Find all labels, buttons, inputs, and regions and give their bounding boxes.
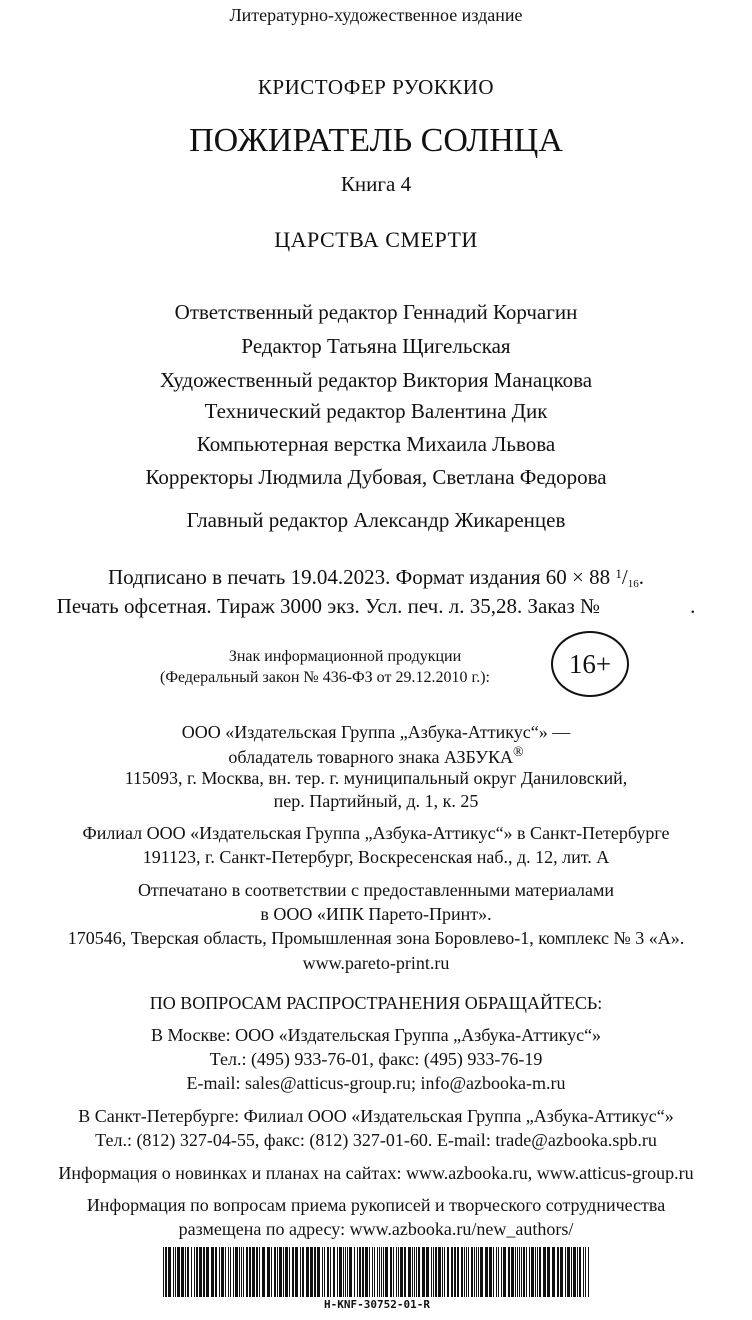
barcode-bar	[277, 1247, 278, 1297]
barcode-bar	[191, 1247, 192, 1297]
barcode-bar	[203, 1247, 205, 1297]
credit-line: Редактор Татьяна Щигельская	[241, 334, 511, 358]
barcode-bar	[337, 1247, 338, 1297]
chief-editor: Главный редактор Александр Жикаренцев	[186, 508, 566, 532]
distribution-line: Тел.: (812) 327-04-55, факс: (812) 327-01-60. E-mail: trade@azbooka.spb.ru	[95, 1130, 657, 1150]
barcode-bar	[354, 1247, 355, 1297]
barcode-bar	[442, 1247, 443, 1297]
barcode-bar	[471, 1247, 473, 1297]
barcode-bar	[345, 1247, 346, 1297]
barcode-bar	[418, 1247, 420, 1297]
barcode-bar	[300, 1247, 301, 1297]
barcode-bar	[289, 1247, 290, 1297]
printing-info-line1	[0, 565, 752, 590]
branch-line: Филиал ООО «Издательская Группа „Азбука-Аттикус“» в Санкт-Петербурге	[82, 823, 670, 843]
credit-line: Ответственный редактор Геннадий Корчагин	[174, 300, 578, 324]
barcode-bar	[322, 1247, 323, 1297]
barcode-bar	[295, 1247, 298, 1297]
barcode-bar	[579, 1247, 581, 1297]
barcode-bar	[577, 1247, 578, 1297]
credit-line: Художественный редактор Виктория Манацкова	[159, 368, 593, 392]
barcode-bar	[543, 1247, 546, 1297]
barcode-bar	[531, 1247, 534, 1297]
barcode-bar	[508, 1247, 510, 1297]
publisher-line: 115093, г. Москва, вн. тер. г. муниципальный округ Даниловский,	[124, 768, 628, 788]
barcode-bar	[412, 1247, 413, 1297]
barcode-bar	[480, 1247, 483, 1297]
edition-type: Литературно-художественное издание	[229, 5, 523, 25]
barcode-bar	[526, 1247, 527, 1297]
publisher-trademark-text: обладатель товарного знака АЗБУКА	[228, 747, 513, 767]
barcode-bar	[372, 1247, 373, 1297]
barcode-bar	[496, 1247, 497, 1297]
barcode-bar	[400, 1247, 403, 1297]
printer-line: 170546, Тверская область, Промышленная зона Боровлево-1, комплекс № 3 «А».	[67, 928, 685, 948]
barcode-bar	[314, 1247, 316, 1297]
barcode-bar	[283, 1247, 284, 1297]
barcode-bar	[324, 1247, 325, 1297]
barcode-bar	[517, 1247, 518, 1297]
barcode-bar	[241, 1247, 242, 1297]
barcode-bar	[435, 1247, 437, 1297]
barcode-bar	[168, 1247, 171, 1297]
barcode-bar	[233, 1247, 234, 1297]
credit-line: Технический редактор Валентина Дик	[204, 399, 548, 423]
barcode-bar	[414, 1247, 415, 1297]
barcode-bar	[523, 1247, 525, 1297]
barcode-bar	[396, 1247, 397, 1297]
publisher-line	[0, 745, 752, 768]
publisher-line: ООО «Издательская Группа „Азбука-Аттикус“» —	[181, 722, 571, 742]
book-title: ЦАРСТВА СМЕРТИ	[274, 227, 478, 252]
barcode-bar	[381, 1247, 382, 1297]
barcode-bar	[537, 1247, 538, 1297]
barcode-bar	[215, 1247, 217, 1297]
author-name: КРИСТОФЕР РУОККИО	[257, 75, 495, 99]
barcode-bar	[426, 1247, 429, 1297]
barcode-bar	[485, 1247, 488, 1297]
barcode-bar	[235, 1247, 238, 1297]
barcode-bar	[262, 1247, 265, 1297]
distribution-line: Тел.: (495) 933-76-01, факс: (495) 933-76-19	[209, 1049, 543, 1069]
barcode-bar	[228, 1247, 229, 1297]
barcode-bar	[511, 1247, 514, 1297]
barcode-bar	[466, 1247, 467, 1297]
info-sites: Информация о новинках и планах на сайтах: www.azbooka.ru, www.atticus-group.ru	[58, 1163, 694, 1183]
barcode-bar	[457, 1247, 459, 1297]
barcode-bar	[211, 1247, 214, 1297]
barcode-bar	[493, 1247, 494, 1297]
barcode-bar	[343, 1247, 344, 1297]
barcode-bar	[444, 1247, 445, 1297]
barcode-bar	[416, 1247, 417, 1297]
barcode-bar	[357, 1247, 358, 1297]
barcode-bar	[567, 1247, 570, 1297]
barcode-bar	[196, 1247, 198, 1297]
manuscripts-line: размещена по адресу: www.azbooka.ru/new_authors/	[178, 1219, 574, 1239]
barcode-bar	[194, 1247, 195, 1297]
barcode-bar	[285, 1247, 288, 1297]
barcode-bar	[292, 1247, 294, 1297]
barcode-text: H-KNF-30752-01-R	[324, 1298, 430, 1311]
printing-info-text: Печать офсетная. Тираж 3000 экз. Усл. печ. л. 35,28. Заказ №	[56, 594, 601, 618]
barcode-bar	[521, 1247, 522, 1297]
barcode-bar	[177, 1247, 180, 1297]
barcode-bar	[393, 1247, 394, 1297]
distribution-line: E-mail: sales@atticus-group.ru; info@azbooka-m.ru	[186, 1073, 566, 1093]
barcode-bar	[573, 1247, 576, 1297]
barcode-bar	[165, 1247, 167, 1297]
barcode-bar	[267, 1247, 270, 1297]
barcode-bar	[359, 1247, 361, 1297]
barcode-bar	[187, 1247, 189, 1297]
barcode-bar	[515, 1247, 516, 1297]
barcode-bar	[431, 1247, 432, 1297]
barcode-bar	[498, 1247, 499, 1297]
printing-info-text: Подписано в печать 19.04.2023. Формат издания 60 × 88	[107, 565, 611, 589]
barcode-bar	[310, 1247, 313, 1297]
barcode-bar	[163, 1247, 164, 1297]
credit-line: Компьютерная верстка Михаила Львова	[196, 432, 556, 456]
barcode-bar	[249, 1247, 251, 1297]
publisher-line: пер. Партийный, д. 1, к. 25	[273, 791, 479, 811]
barcode-bar	[535, 1247, 536, 1297]
barcode-bar	[256, 1247, 258, 1297]
barcode-bar	[565, 1247, 566, 1297]
barcode-bar	[478, 1247, 479, 1297]
barcode-bar	[330, 1247, 331, 1297]
printer-line: Отпечатано в соответствии с предоставленными материалами	[137, 880, 615, 900]
barcode-bar	[501, 1247, 502, 1297]
credit-line: Корректоры Людмила Дубовая, Светлана Федорова	[145, 465, 607, 489]
barcode-bar	[349, 1247, 352, 1297]
barcode-bar	[552, 1247, 555, 1297]
format-period: .	[638, 565, 644, 589]
barcode-bar	[529, 1247, 530, 1297]
barcode-bar	[379, 1247, 380, 1297]
barcode-bar	[433, 1247, 434, 1297]
barcode-bar	[369, 1247, 370, 1297]
barcode-bar	[225, 1247, 226, 1297]
barcode-bar	[279, 1247, 282, 1297]
barcode-bar	[327, 1247, 329, 1297]
barcode-bar	[408, 1247, 411, 1297]
barcode-bar	[173, 1247, 174, 1297]
barcode-bar	[333, 1247, 335, 1297]
barcode-bar	[274, 1247, 276, 1297]
barcode-bar	[365, 1247, 368, 1297]
barcode-bar	[259, 1247, 260, 1297]
barcode-bar	[588, 1247, 589, 1297]
barcode-bar	[252, 1247, 255, 1297]
barcode-bar	[271, 1247, 272, 1297]
barcode-bar	[199, 1247, 202, 1297]
barcode-bar	[404, 1247, 406, 1297]
age-label-line2: (Федеральный закон № 436-ФЗ от 29.12.2010 г.):	[159, 669, 490, 686]
barcode-bar	[317, 1247, 320, 1297]
barcode-bar	[476, 1247, 477, 1297]
barcode-bar	[181, 1247, 184, 1297]
barcode-bar	[539, 1247, 541, 1297]
barcode-bar	[246, 1247, 248, 1297]
barcode-bar	[489, 1247, 492, 1297]
format-denominator: 16	[627, 578, 639, 590]
barcode-bar	[306, 1247, 309, 1297]
barcode-bar	[362, 1247, 364, 1297]
printer-website: www.pareto-print.ru	[302, 953, 450, 973]
barcode-bar	[503, 1247, 506, 1297]
distribution-heading: ПО ВОПРОСАМ РАСПРОСТРАНЕНИЯ ОБРАЩАЙТЕСЬ:	[149, 993, 603, 1013]
barcode-bar	[390, 1247, 392, 1297]
barcode-bar	[206, 1247, 209, 1297]
barcode-bar	[560, 1247, 563, 1297]
barcode-bar	[185, 1247, 186, 1297]
format-numerator: 1	[615, 566, 622, 581]
registered-mark: ®	[512, 745, 524, 760]
distribution-line: В Санкт-Петербурге: Филиал ООО «Издательская Группа „Азбука-Аттикус“»	[78, 1106, 674, 1126]
barcode-bar	[377, 1247, 378, 1297]
barcode-bar	[221, 1247, 224, 1297]
barcode-bar	[585, 1247, 586, 1297]
barcode	[163, 1247, 591, 1297]
branch-line: 191123, г. Санкт-Петербург, Воскресенская наб., д. 12, лит. А	[142, 847, 610, 867]
barcode-bar	[474, 1247, 475, 1297]
barcode-bar	[464, 1247, 465, 1297]
barcode-bar	[230, 1247, 231, 1297]
barcode-bar	[438, 1247, 441, 1297]
barcode-bar	[547, 1247, 550, 1297]
barcode-bar	[385, 1247, 388, 1297]
barcode-bar	[347, 1247, 348, 1297]
age-label-line1: Знак информационной продукции	[228, 648, 462, 665]
barcode-bar	[383, 1247, 384, 1297]
barcode-bar	[468, 1247, 469, 1297]
printer-line: в ООО «ИПК Парето-Принт».	[260, 904, 492, 924]
barcode-bar	[461, 1247, 463, 1297]
barcode-bar	[571, 1247, 572, 1297]
barcode-bar	[374, 1247, 375, 1297]
barcode-bar	[422, 1247, 425, 1297]
barcode-bar	[175, 1247, 176, 1297]
barcode-bar	[519, 1247, 520, 1297]
printing-info-line2: Печать офсетная. Тираж 3000 экз. Усл. печ. л. 35,28. Заказ № .	[56, 594, 696, 618]
barcode-bar	[219, 1247, 220, 1297]
manuscripts-line: Информация по вопросам приема рукописей и творческого сотрудничества	[86, 1195, 666, 1215]
barcode-bar	[447, 1247, 449, 1297]
barcode-bar	[339, 1247, 342, 1297]
barcode-bar	[583, 1247, 584, 1297]
book-number: Книга 4	[340, 172, 412, 196]
barcode-bar	[243, 1247, 244, 1297]
barcode-bar	[557, 1247, 559, 1297]
barcode-bar	[239, 1247, 240, 1297]
barcode-bar	[454, 1247, 456, 1297]
barcode-bar	[451, 1247, 453, 1297]
barcode-bar	[398, 1247, 399, 1297]
age-rating-badge: 16+	[551, 631, 629, 697]
distribution-line: В Москве: ООО «Издательская Группа „Азбука-Аттикус“»	[150, 1025, 602, 1045]
format-slash: /	[621, 565, 628, 589]
barcode-bar	[302, 1247, 304, 1297]
series-title: ПОЖИРАТЕЛЬ СОЛНЦА	[189, 122, 563, 159]
